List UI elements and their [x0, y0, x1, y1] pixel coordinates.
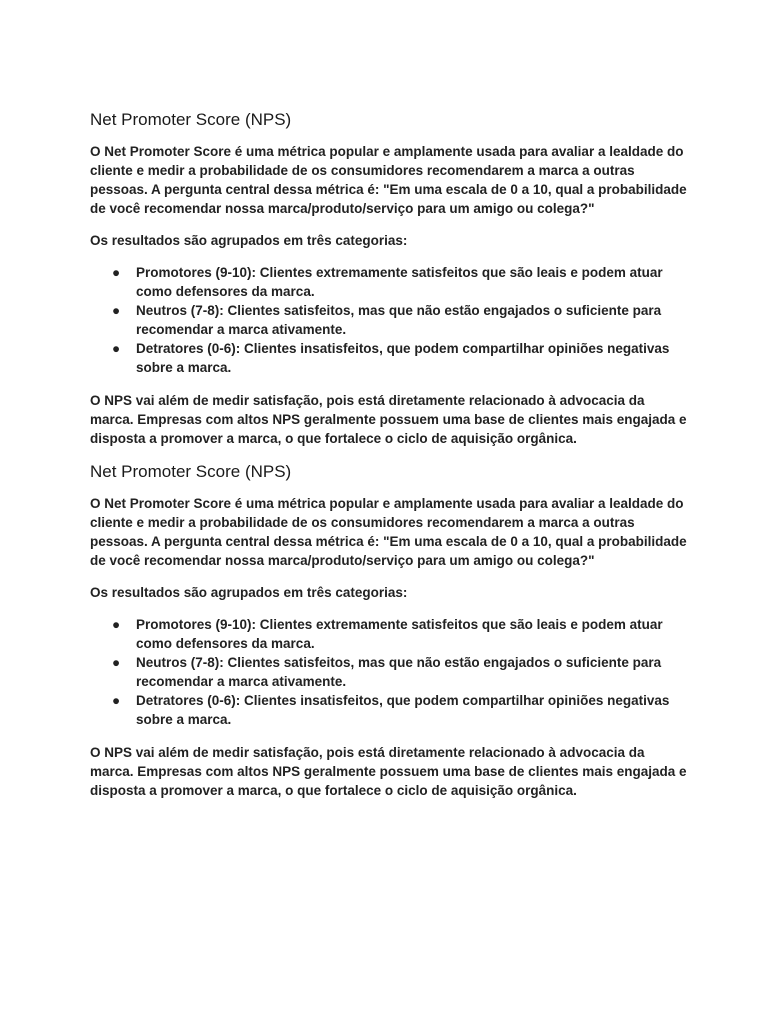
bullet-icon: ● [112, 265, 121, 280]
list-item [90, 301, 690, 339]
conclusion-paragraph: O NPS vai além de medir satisfação, pois está diretamente relacionado à advocacia da marca. Empresas com altos NPS geralmente possuem uma base de clientes mais engajada e disposta a promover a marca, o que fortalece o ciclo de aquisição orgânica. [90, 745, 687, 798]
bullet-icon: ● [112, 617, 121, 632]
intro-paragraph: O Net Promoter Score é uma métrica popular e amplamente usada para avaliar a lealdade do cliente e medir a probabilidade de os consumidores recomendarem a marca a outras pessoas. A pergunta central dessa métrica é: "Em uma escala de 0 a 10, qual a probabilidade de você recomendar nossa marca/produto/serviço para um amigo ou colega?" [90, 496, 687, 568]
section-title: Net Promoter Score (NPS) [90, 462, 292, 481]
nps-section-1 [90, 110, 690, 448]
list-item-text: Neutros (7-8): Clientes satisfeitos, mas que não estão engajados o suficiente para recomendar a marca ativamente. [136, 303, 662, 337]
list-item-text: Promotores (9-10): Clientes extremamente satisfeitos que são leais e podem atuar como defensores da marca. [136, 265, 663, 299]
list-item [90, 339, 690, 377]
list-item [90, 615, 690, 653]
list-item [90, 263, 690, 301]
categories-list [90, 615, 690, 729]
section-title: Net Promoter Score (NPS) [90, 110, 292, 129]
bullet-icon: ● [112, 693, 121, 708]
bullet-icon: ● [112, 341, 121, 356]
list-item [90, 653, 690, 691]
list-item [90, 691, 690, 729]
categories-lead: Os resultados são agrupados em três categorias: [90, 585, 408, 600]
bullet-icon: ● [112, 655, 121, 670]
bullet-icon: ● [112, 303, 121, 318]
categories-lead: Os resultados são agrupados em três categorias: [90, 233, 408, 248]
list-item-text: Promotores (9-10): Clientes extremamente satisfeitos que são leais e podem atuar como defensores da marca. [136, 617, 663, 651]
list-item-text: Neutros (7-8): Clientes satisfeitos, mas que não estão engajados o suficiente para recomendar a marca ativamente. [136, 655, 662, 689]
document-page [90, 96, 690, 813]
nps-section-2 [90, 462, 690, 800]
list-item-text: Detratores (0-6): Clientes insatisfeitos, que podem compartilhar opiniões negativas sobre a marca. [136, 341, 670, 375]
categories-list [90, 263, 690, 377]
list-item-text: Detratores (0-6): Clientes insatisfeitos, que podem compartilhar opiniões negativas sobre a marca. [136, 693, 670, 727]
conclusion-paragraph: O NPS vai além de medir satisfação, pois está diretamente relacionado à advocacia da marca. Empresas com altos NPS geralmente possuem uma base de clientes mais engajada e disposta a promover a marca, o que fortalece o ciclo de aquisição orgânica. [90, 393, 687, 446]
intro-paragraph: O Net Promoter Score é uma métrica popular e amplamente usada para avaliar a lealdade do cliente e medir a probabilidade de os consumidores recomendarem a marca a outras pessoas. A pergunta central dessa métrica é: "Em uma escala de 0 a 10, qual a probabilidade de você recomendar nossa marca/produto/serviço para um amigo ou colega?" [90, 144, 687, 216]
